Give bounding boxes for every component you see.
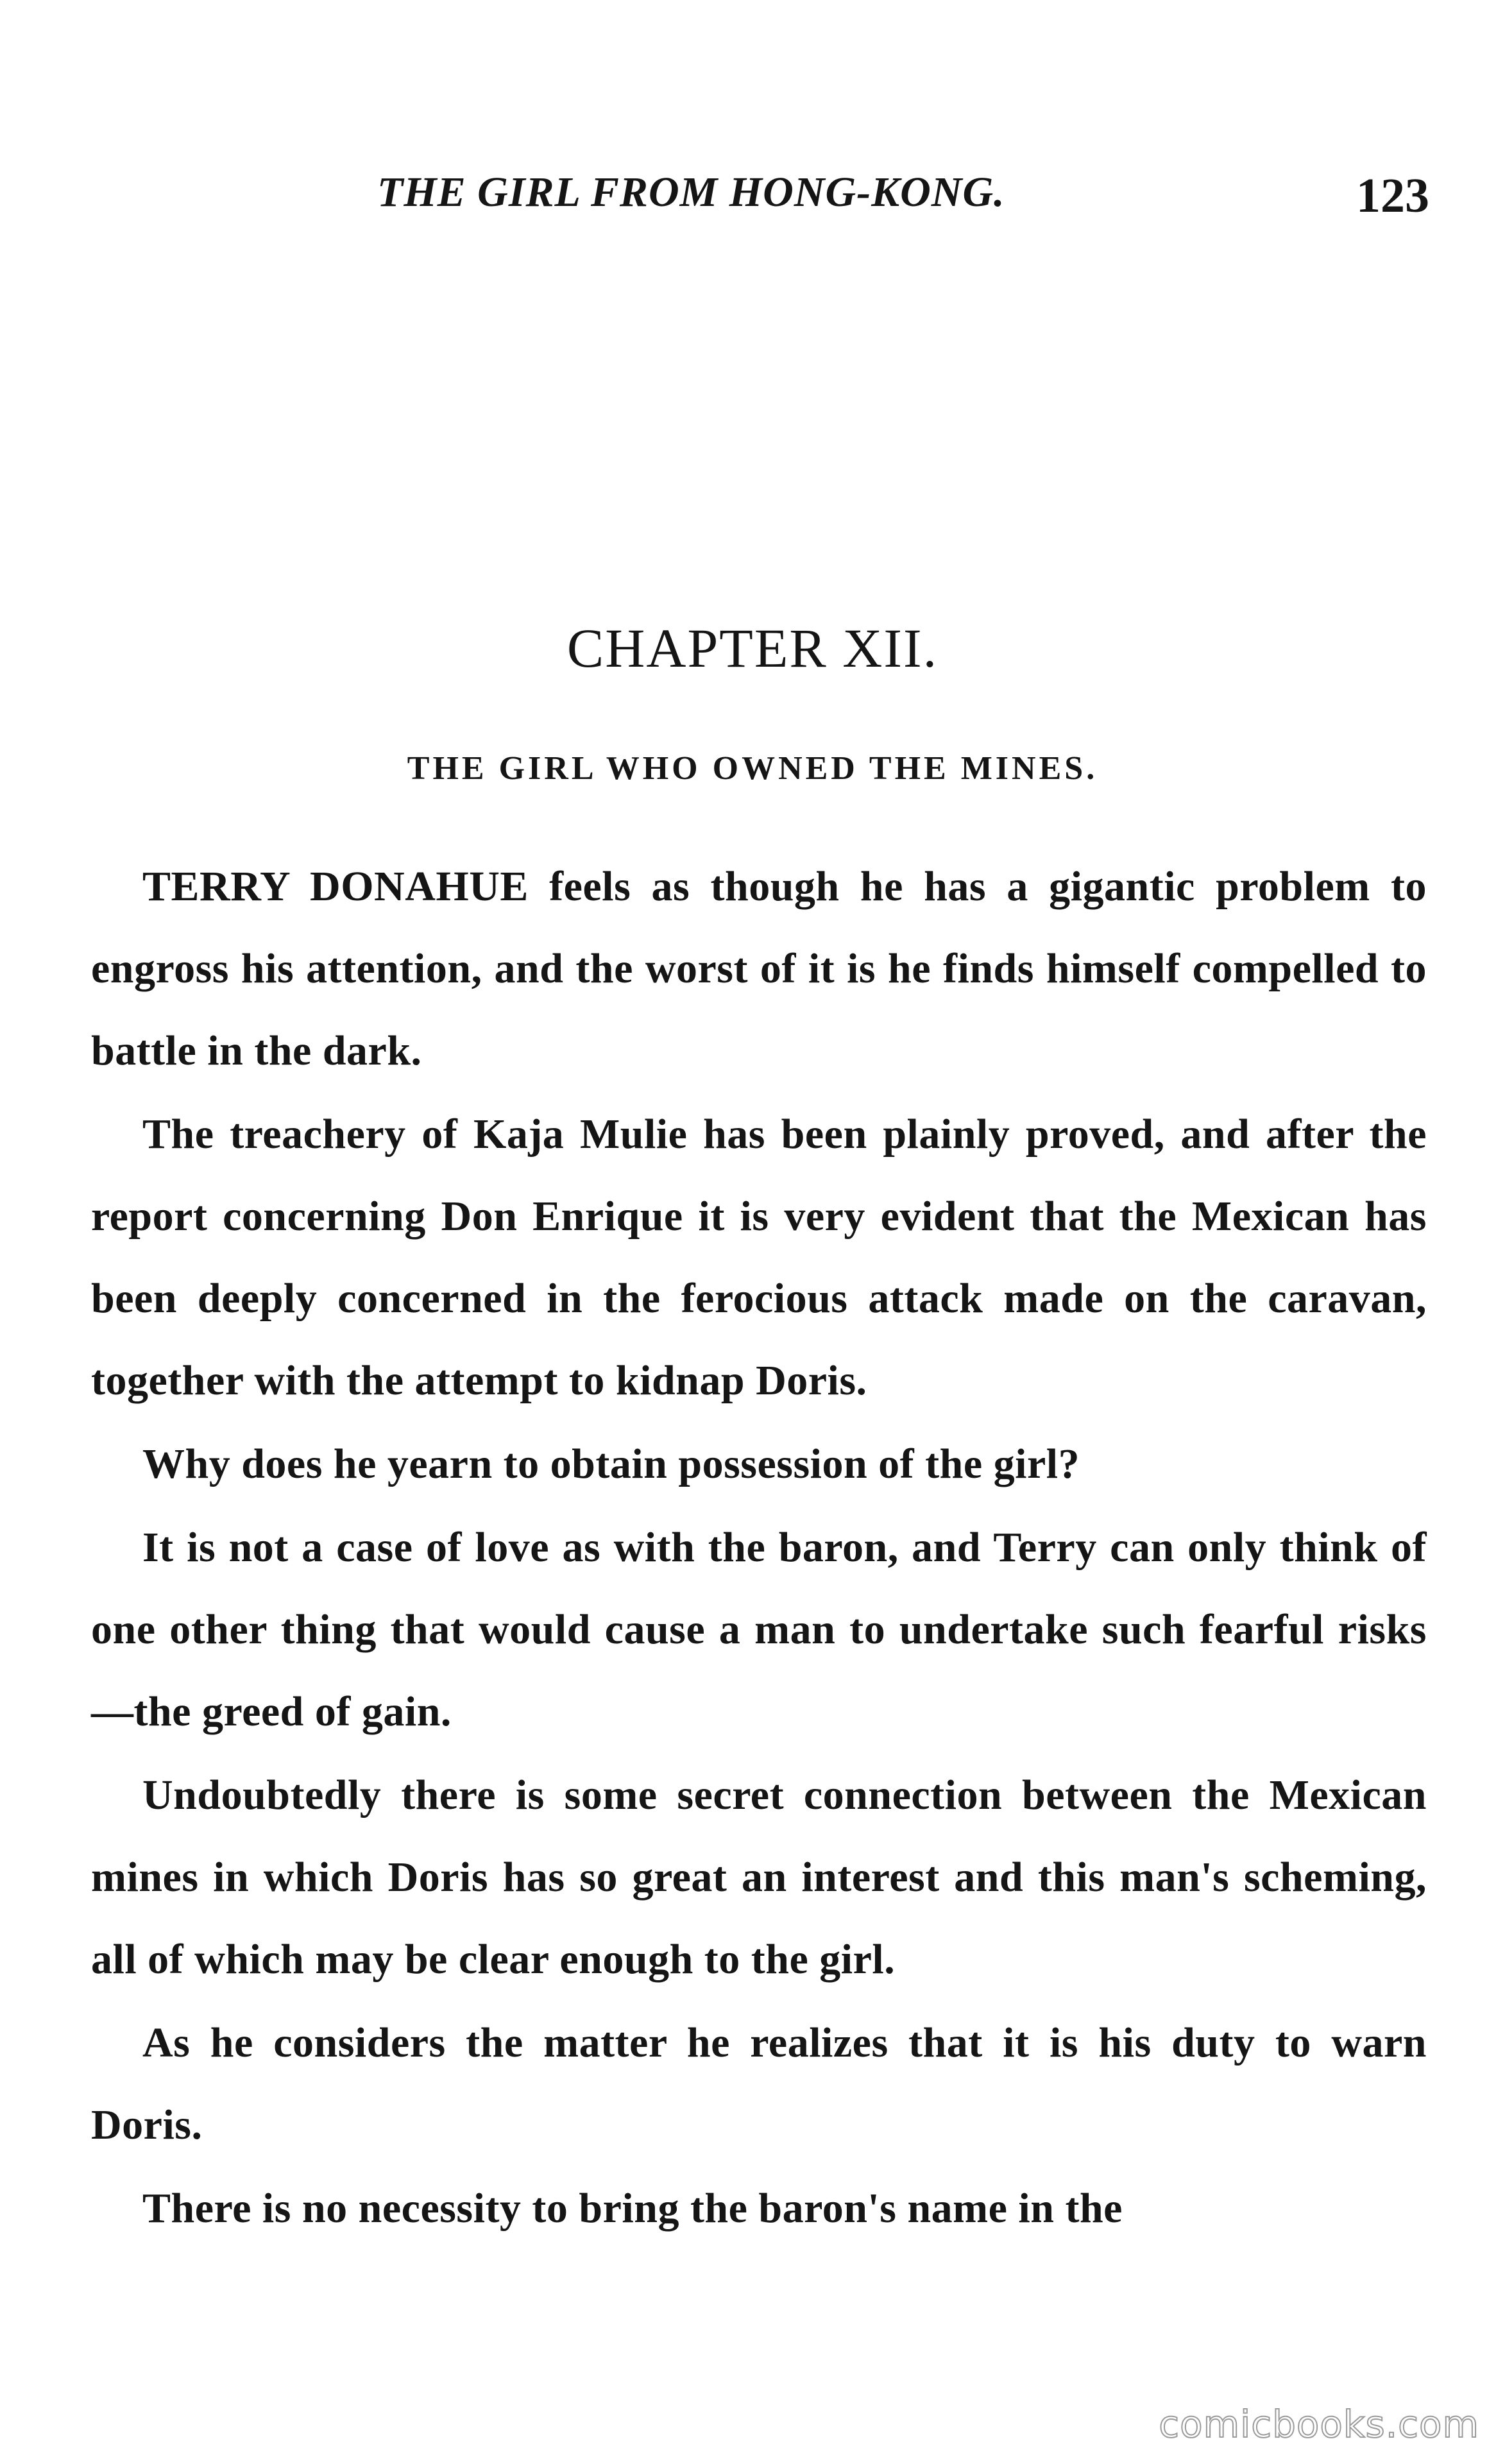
paragraph: The treachery of Kaja Mulie has been plainly proved, and after the report concerning Don Enrique it is very evident that the Mexican has been deeply concerned in the ferocious attack made on the caravan, together with the attempt to kidnap Doris. bbox=[91, 1111, 1427, 1404]
watermark: comicbooks.com bbox=[1159, 2402, 1479, 2446]
paragraph: Undoubtedly there is some secret connection between the Mexican mines in which Doris has so great an interest and this man's scheming, all of which may be clear enough to the girl. bbox=[91, 1772, 1427, 1983]
chapter-subtitle: THE GIRL WHO OWNED THE MINES. bbox=[407, 750, 1098, 787]
body-text bbox=[91, 846, 1427, 2250]
paragraph: TERRY DONAHUE feels as though he has a gigantic problem to engross his attention, and the worst of it is he finds himself compelled to battle in the dark. bbox=[91, 863, 1427, 1074]
running-head bbox=[0, 168, 1505, 226]
paragraph: It is not a case of love as with the baron, and Terry can only think of one other thing that would cause a man to undertake such fearful risks—the greed of gain. bbox=[91, 1524, 1427, 1735]
paragraph: There is no necessity to bring the baron's name in the bbox=[142, 2185, 1123, 2232]
paragraph: As he considers the matter he realizes that it is his duty to warn Doris. bbox=[91, 2019, 1427, 2148]
running-title: THE GIRL FROM HONG-KONG. bbox=[377, 169, 1005, 216]
page-number: 123 bbox=[1356, 169, 1429, 223]
paragraph: Why does he yearn to obtain possession of the girl? bbox=[142, 1441, 1080, 1487]
chapter-heading: CHAPTER XII. bbox=[566, 617, 939, 679]
